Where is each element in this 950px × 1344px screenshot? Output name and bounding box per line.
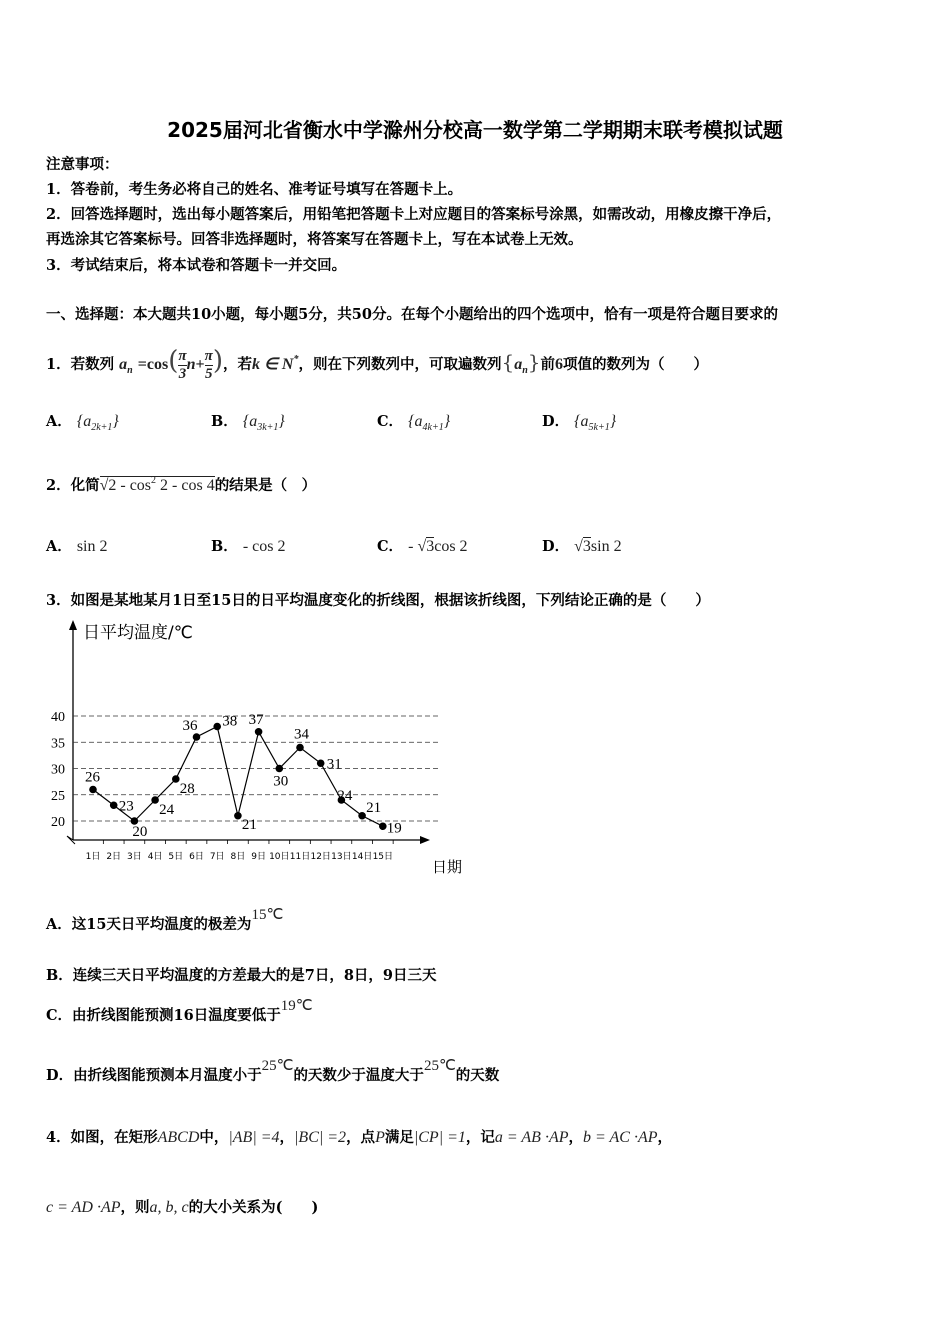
q3-option-b[interactable]: B．连续三天日平均温度的方差最大的是7日，8日，9日三天 (46, 967, 437, 984)
q3-option-d[interactable]: D．由折线图能预测本月温度小于25℃的天数少于温度大于25℃的天数 (46, 1058, 500, 1084)
question-4-cont: c = AD ·AP，则a, b, c的大小关系为( ) (46, 1199, 319, 1216)
data-label-12: 31 (326, 756, 342, 773)
data-label-8: 21 (241, 816, 257, 833)
x-tick-label: 7日 (209, 852, 225, 862)
question-4: 4．如图，在矩形ABCD中，|AB| =4，|BC| =2，点P满足|CP| =1，记a = AB ·AP，b = AC ·AP， (46, 1129, 672, 1146)
data-point-12 (317, 759, 325, 767)
q1-option-d[interactable]: D． $\{a_{5k+1}\}$ (542, 413, 617, 433)
data-point-15 (379, 822, 387, 830)
temperature-line-chart (40, 612, 480, 887)
x-tick-label: 1日 (85, 852, 101, 862)
x-tick-label: 2日 (106, 852, 122, 862)
data-point-5 (172, 775, 180, 783)
data-point-7 (213, 723, 221, 731)
q2-option-c[interactable]: C． - √3cos 2 (377, 538, 468, 555)
data-label-7: 38 (222, 713, 238, 730)
x-axis-label: 日期 (432, 858, 463, 876)
data-label-10: 30 (273, 773, 289, 790)
data-label-15: 19 (386, 820, 402, 837)
y-axis-label: 日平均温度/℃ (83, 623, 193, 643)
data-label-13: 24 (337, 788, 353, 804)
x-tick-label: 14日 (351, 852, 373, 862)
x-axis-arrow (420, 836, 430, 844)
data-label-6: 36 (182, 718, 198, 734)
x-tick-label: 4日 (147, 852, 163, 862)
data-point-9 (255, 728, 263, 736)
data-point-14 (358, 812, 366, 820)
data-label-14: 21 (366, 799, 382, 816)
note-item-3: 3．考试结束后，将本试卷和答题卡一并交回。 (46, 257, 347, 274)
section-heading: 一、选择题：本大题共10小题，每小题5分，共50分。在每个小题给出的四个选项中，恰有一项是符合题目要求的 (46, 306, 778, 323)
q1-option-c[interactable]: C． $\{a_{4k+1}\}$ (377, 413, 451, 433)
x-tick-label: 6日 (189, 852, 204, 862)
q3-option-c[interactable]: C．由折线图能预测16日温度要低于19℃ (46, 998, 313, 1024)
question-1: 1．若数列 $a_n =\cos$( $\frac{\pi}{3}$ n+ $\frac{\pi}{5}$ )，若k ∈ N*，则在下列数列中，可取遍数列$\{a_n\}$前6项值的数列为（ ） (46, 346, 709, 382)
data-point-8 (234, 812, 242, 820)
y-axis-arrow (69, 620, 77, 630)
note-item-2: 2．回答选择题时，选出每小题答案后，用铅笔把答题卡上对应题目的答案标号涂黑，如需改动，用橡皮擦干净后， (46, 206, 782, 223)
series-line (93, 727, 383, 827)
x-tick-label: 5日 (168, 852, 184, 862)
question-2: 2．化简$√2 - \cos^2 2$ - cos 4的结果是（ ） (46, 475, 317, 494)
note-item-2-cont: 再选涂其它答案标号。回答非选择题时，将答案写在答题卡上，写在本试卷上无效。 (46, 231, 583, 248)
data-label-9: 37 (248, 711, 264, 728)
data-label-5: 28 (179, 781, 195, 797)
notes-heading: 注意事项： (46, 156, 119, 173)
data-point-11 (296, 744, 304, 752)
q2-option-a[interactable]: A． sin 2 (46, 538, 108, 555)
data-label-3: 20 (132, 824, 148, 840)
data-point-6 (193, 733, 201, 741)
x-tick-label: 3日 (127, 852, 142, 862)
data-point-1 (89, 786, 97, 794)
q2-option-d[interactable]: D． √3sin 2 (542, 538, 622, 555)
x-tick-label: 12日 (310, 852, 331, 862)
x-tick-label: 8日 (230, 852, 246, 862)
data-label-4: 24 (159, 802, 175, 818)
question-3: 3．如图是某地某月1日至15日的日平均温度变化的折线图，根据该折线图，下列结论正确的是（ ） (46, 592, 710, 609)
x-tick-label: 13日 (331, 852, 352, 862)
x-tick-label: 15日 (372, 852, 394, 862)
y-tick-35: 35 (51, 736, 65, 752)
q2-option-b[interactable]: B． - cos 2 (211, 538, 286, 555)
data-label-11: 34 (294, 726, 309, 743)
note-item-1: 1．答卷前，考生务必将自己的姓名、准考证号填写在答题卡上。 (46, 181, 463, 198)
q1-option-b[interactable]: B． $\{a_{3k+1}\}$ (211, 413, 285, 433)
data-point-4 (151, 796, 159, 804)
y-tick-40: 40 (51, 710, 65, 725)
data-label-1: 26 (85, 769, 100, 786)
x-tick-label: 10日 (269, 852, 290, 862)
x-tick-label: 11日 (289, 852, 311, 862)
y-tick-20: 20 (51, 815, 65, 830)
x-tick-label: 9日 (251, 852, 266, 862)
q3-option-a[interactable]: A．这15天日平均温度的极差为15℃ (46, 907, 284, 933)
data-label-2: 23 (118, 798, 134, 815)
q1-option-a[interactable]: A． $\{a_{2k+1}\}$ (46, 413, 119, 433)
data-point-2 (110, 801, 118, 809)
data-point-10 (276, 765, 284, 773)
page-title: 2025届河北省衡水中学滁州分校高一数学第二学期期末联考模拟试题 (167, 118, 783, 142)
y-tick-30: 30 (51, 762, 65, 778)
y-tick-25: 25 (51, 788, 65, 804)
